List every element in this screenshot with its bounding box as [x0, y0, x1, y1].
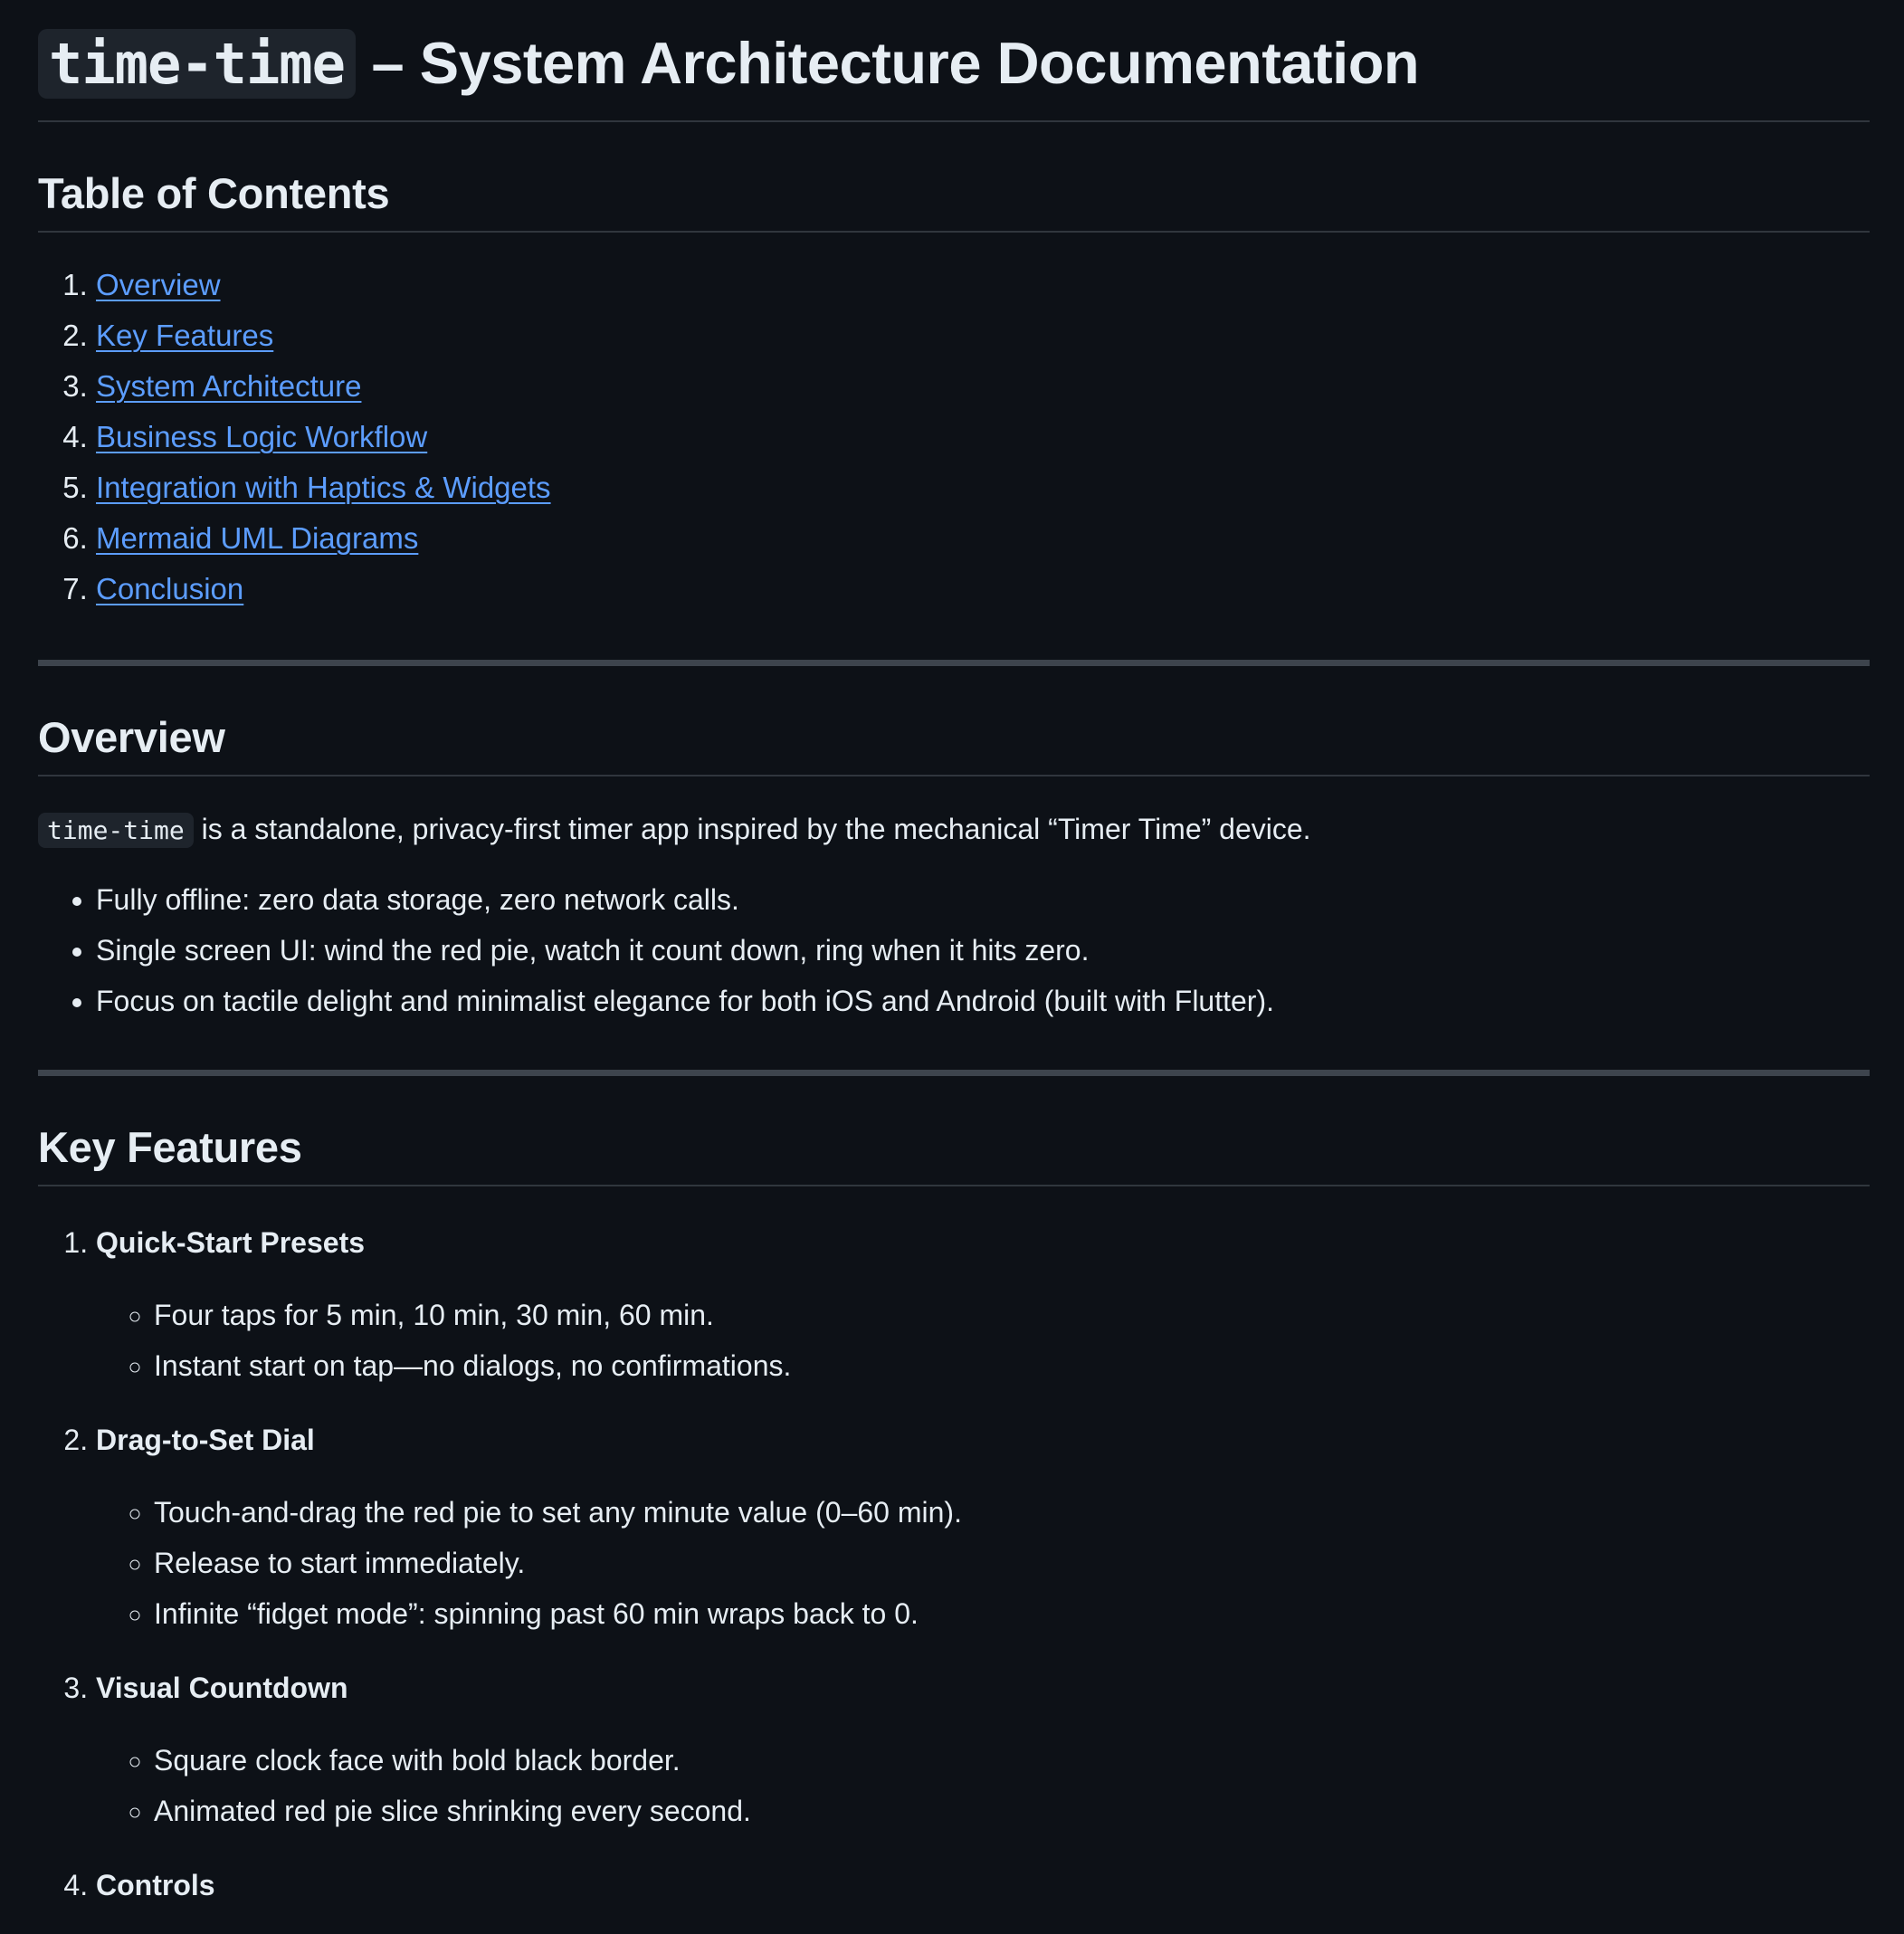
toc-item-conclusion	[96, 564, 1870, 614]
toc-item-system-architecture	[96, 361, 1870, 412]
overview-intro	[38, 807, 1870, 853]
section-divider	[38, 660, 1870, 666]
features-heading: Key Features	[38, 1121, 1870, 1186]
feature-visual-countdown	[96, 1662, 1870, 1836]
title-text: – System Architecture Documentation	[355, 30, 1420, 96]
list-item: • Focus on tactile delight and minimalist elegance for both iOS and Android (built with Flutter).	[96, 976, 1870, 1026]
list-item: ◦ Instant start on tap—no dialogs, no confirmations.	[154, 1340, 1870, 1391]
feature-quick-start	[96, 1217, 1870, 1391]
toc-item-key-features	[96, 310, 1870, 361]
feature-drag-to-set	[96, 1415, 1870, 1639]
feature-points	[96, 1735, 1870, 1836]
list-item: • Fully offline: zero data storage, zero network calls.	[96, 874, 1870, 925]
list-item: • Single screen UI: wind the red pie, watch it count down, ring when it hits zero.	[96, 925, 1870, 976]
toc-heading: Table of Contents	[38, 167, 1870, 233]
toc-item-integration	[96, 462, 1870, 513]
overview-intro-text: is a standalone, privacy-first timer app inspired by the mechanical “Timer Time” device.	[193, 813, 1311, 845]
feature-title: Quick-Start Presets	[96, 1226, 366, 1259]
toc-item-overview	[96, 260, 1870, 310]
toc-link-business-logic[interactable]: Business Logic Workflow	[96, 420, 428, 453]
inline-code: time-time	[38, 813, 194, 848]
overview-heading: Overview	[38, 711, 1870, 776]
toc-link-mermaid[interactable]: Mermaid UML Diagrams	[96, 521, 419, 555]
list-item: ◦ Infinite “fidget mode”: spinning past 60 min wraps back to 0.	[154, 1588, 1870, 1639]
document-page	[38, 0, 1870, 1934]
toc-link-key-features[interactable]: Key Features	[96, 319, 274, 352]
toc-item-business-logic	[96, 412, 1870, 462]
toc-link-integration[interactable]: Integration with Haptics & Widgets	[96, 471, 551, 504]
toc-list	[38, 260, 1870, 614]
section-divider	[38, 1070, 1870, 1076]
feature-points	[96, 1290, 1870, 1391]
overview-bullets	[38, 874, 1870, 1026]
feature-title: Drag-to-Set Dial	[96, 1424, 315, 1456]
toc-link-system-architecture[interactable]: System Architecture	[96, 369, 362, 403]
list-item: ◦ Animated red pie slice shrinking every second.	[154, 1786, 1870, 1836]
feature-points	[96, 1487, 1870, 1639]
title-code: time-time	[38, 29, 356, 99]
list-item: ◦ Touch-and-drag the red pie to set any minute value (0–60 min).	[154, 1487, 1870, 1538]
toc-link-conclusion[interactable]: Conclusion	[96, 572, 244, 605]
feature-title: Visual Countdown	[96, 1672, 348, 1704]
list-item: ◦ Square clock face with bold black border.	[154, 1735, 1870, 1786]
page-title	[38, 27, 1870, 122]
toc-link-overview[interactable]: Overview	[96, 268, 221, 301]
toc-item-mermaid	[96, 513, 1870, 564]
list-item: ◦ Release to start immediately.	[154, 1538, 1870, 1588]
list-item: ◦ Four taps for 5 min, 10 min, 30 min, 60 min.	[154, 1290, 1870, 1340]
feature-controls	[96, 1860, 1870, 1910]
features-list	[38, 1217, 1870, 1910]
feature-title: Controls	[96, 1869, 215, 1901]
